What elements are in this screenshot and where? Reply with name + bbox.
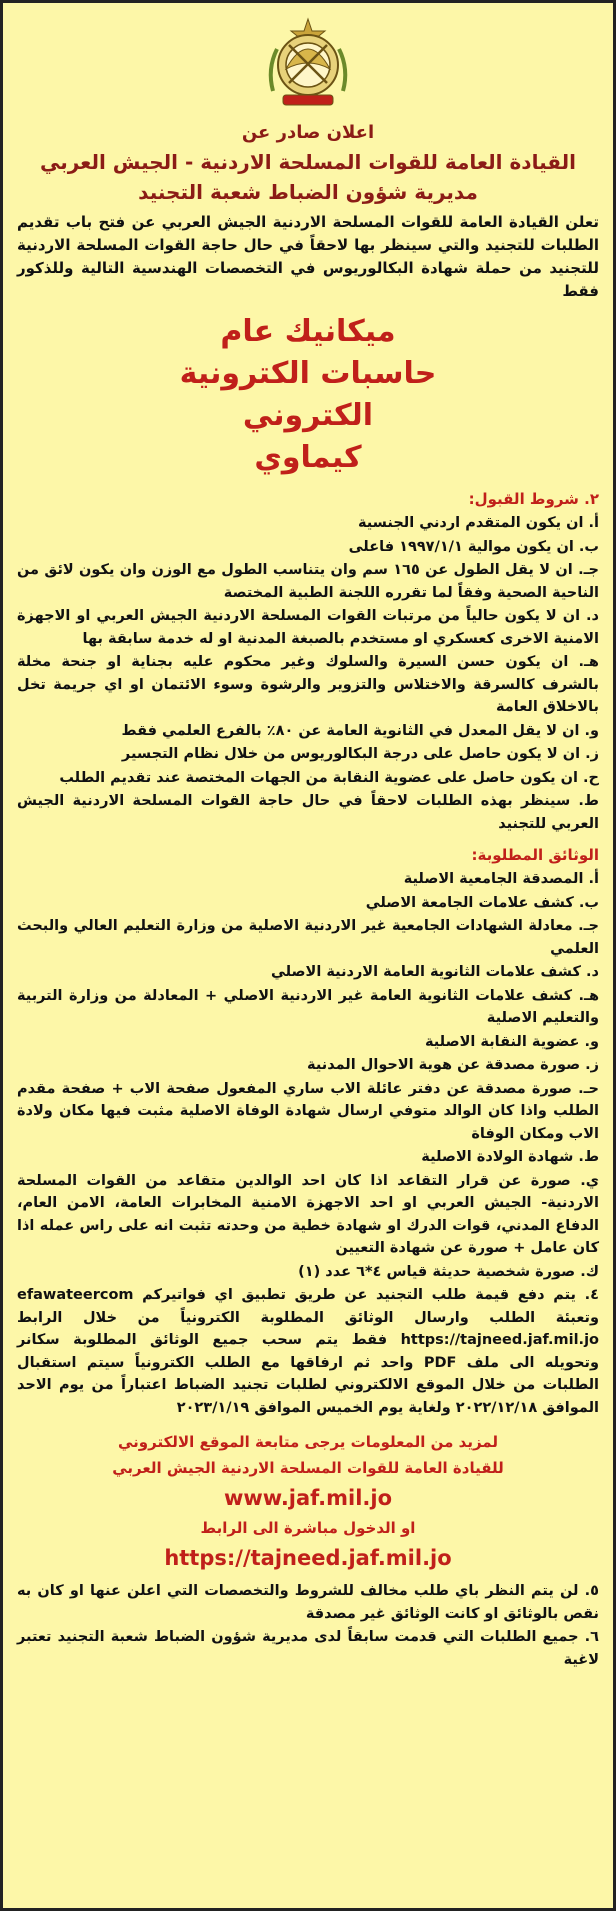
document-item: أ. المصدقة الجامعية الاصلية <box>403 871 599 887</box>
condition-item: ب. ان يكون موالية ١٩٩٧/١/١ فاعلى <box>348 538 599 555</box>
website-link[interactable]: www.jaf.mil.jo <box>223 1486 393 1510</box>
payment-text-a: ٤. يتم دفع قيمة طلب التجنيد عن طريق تطبيق اي فواتيركم <box>142 1287 599 1303</box>
condition-item: ح. ان يكون حاصل على عضوية النقابة من الجهات المختصة عند تقديم الطلب <box>59 769 599 786</box>
condition-item: جـ. ان لا يقل الطول عن ١٦٥ سم وان يتناسب الطول مع الوزن وان يكون لائق من الناحية الصحية وفقاً لما تقرره اللجنة الطبية المختصة <box>17 562 599 601</box>
document-item: هـ. كشف علامات الثانوية العامة غير الاردنية الاصلي + المعادلة من وزارة التربية والتعليم الاصلية <box>17 987 599 1026</box>
condition-item: ط. سينظر بهذه الطلبات لاحقاً في حال حاجة القوات المسلحة الاردنية الجيش العربي للتجنيد <box>17 793 599 832</box>
tajneed-link[interactable]: https://tajneed.jaf.mil.jo <box>164 1546 452 1570</box>
payment-text-b: وتعبئة الطلب وارسال الوثائق المطلوبة الكترونياً من خلال الرابط <box>17 1309 599 1326</box>
condition-item: هـ. ان يكون حسن السيرة والسلوك وغير محكوم عليه بجناية او جنحة مخلة بالشرف كالسرقة والاختلاس والتزوير والرشوة وسوء الائتمان او اي جريمة تخل بالاخلاق العامة <box>17 654 599 715</box>
more-info-command: للقيادة العامة للقوات المسلحة الاردنية الجيش العربي <box>112 1459 504 1477</box>
document-item: و. عضوية النقابة الاصلية <box>424 1033 599 1050</box>
document-item: ط. شهادة الولادة الاصلية <box>421 1149 599 1165</box>
documents-list <box>17 868 599 1283</box>
document-item: ز. صورة مصدقة عن هوية الاحوال المدنية <box>307 1057 599 1073</box>
note-item: ٥. لن يتم النظر باي طلب مخالف للشروط والتخصصات التي اعلن عنها او كان به نقص بالوثائق او كانت الوثائق غير مصدقة <box>17 1583 599 1622</box>
payment-link[interactable]: https://tajneed.jaf.mil.jo <box>400 1332 599 1348</box>
document-item: جـ. معادلة الشهادات الجامعية غير الاردنية الاصلية من وزارة التعليم العالي والبحث العلمي <box>17 918 599 957</box>
document-item: ي. صورة عن قرار التقاعد اذا كان احد الوالدين متقاعد من القوات المسلحة الاردنية- الجيش العربي او احد الاجهزة الامنية المخابرات العامة، الامن العام، الدفاع المدني، قوات الدرك او شهادة خطية من وحدته تثبت انه على راس عمله اذا كان عامل + صورة عن شهادة التعيين <box>17 1172 599 1256</box>
payment-app-name: efawateercom <box>17 1287 134 1303</box>
payment-paragraph <box>17 1284 599 1419</box>
condition-item: د. ان لا يكون حالياً من مرتبات القوات المسلحة الاردنية الجيش العربي او الاجهزة الامنية الاخرى كعسكري او مستخدم بالصبغة المدنية او له خدمة سابقة بها <box>17 608 599 647</box>
intro-paragraph: تعلن القيادة العامة للقوات المسلحة الاردنية الجيش العربي عن فتح باب تقديم الطلبات للتجنيد والتي سينظر بها لاحقاً في حال حاجة القوات المسلحة الاردنية للتجنيد من حملة شهادة البكالوريوس في التخصصات الهندسية التالية وللذكور فقط <box>17 213 599 300</box>
specialization-item: الكتروني <box>242 398 374 433</box>
specialization-item: كيماوي <box>254 440 362 475</box>
specialization-item: ميكانيك عام <box>220 314 396 349</box>
document-item: د. كشف علامات الثانوية العامة الاردنية الاصلي <box>270 964 599 980</box>
condition-item: و. ان لا يقل المعدل في الثانوية العامة عن ٨٠٪ بالفرع العلمي فقط <box>121 722 599 739</box>
header-command-line: القيادة العامة للقوات المسلحة الاردنية - الجيش العربي <box>40 150 576 174</box>
specialization-item: حاسبات الكترونية <box>179 356 437 391</box>
direct-link-label: او الدخول مباشرة الى الرابط <box>200 1519 416 1537</box>
condition-item: ز. ان لا يكون حاصل على درجة البكالوريوس من خلال نظام التجسير <box>121 746 599 762</box>
document-item: حـ. صورة مصدقة عن دفتر عائلة الاب ساري المفعول صفحة الاب + صفحة مقدم الطلب واذا كان الوالد متوفي ارسال شهادة الوفاة الاصلية مثبت فيها مكان ولادة الاب ومكان الوفاة <box>17 1080 599 1142</box>
document-item: ك. صورة شخصية حديثة قياس ٤*٦ عدد (١) <box>298 1263 599 1280</box>
header-directorate-line: مديرية شؤون الضباط شعبة التجنيد <box>138 180 478 204</box>
more-info-line: لمزيد من المعلومات يرجى متابعة الموقع الالكتروني <box>118 1433 498 1451</box>
note-item: ٦. جميع الطلبات التي قدمت سابقاً لدى مديرية شؤون الضباط شعبة التجنيد تعتبر لاغية <box>17 1629 599 1668</box>
jaf-emblem-icon <box>249 9 367 117</box>
header-issuer-line: اعلان صادر عن <box>241 122 375 143</box>
condition-item: أ. ان يكون المتقدم اردني الجنسية <box>357 515 599 531</box>
payment-text-c: فقط يتم سحب جميع الوثائق المطلوبة سكانر وتحويله الى ملف PDF واحد ثم ارفاقها مع الطلب الكترونياً سيتم استقبال الطلبات من خلال الموقع الالكتروني لطلبات تجنيد الضباط اعتباراً من يوم الاحد الموافق ٢٠٢٢/١٢/١٨ ولغاية يوم الخميس الموافق ٢٠٢٣/١/١٩ <box>17 1332 599 1416</box>
documents-title: الوثائق المطلوبة: <box>471 846 599 864</box>
conditions-title: ٢. شروط القبول: <box>468 490 599 508</box>
document-item: ب. كشف علامات الجامعة الاصلي <box>365 894 599 911</box>
specializations-list <box>17 311 599 479</box>
conditions-list <box>17 512 599 835</box>
